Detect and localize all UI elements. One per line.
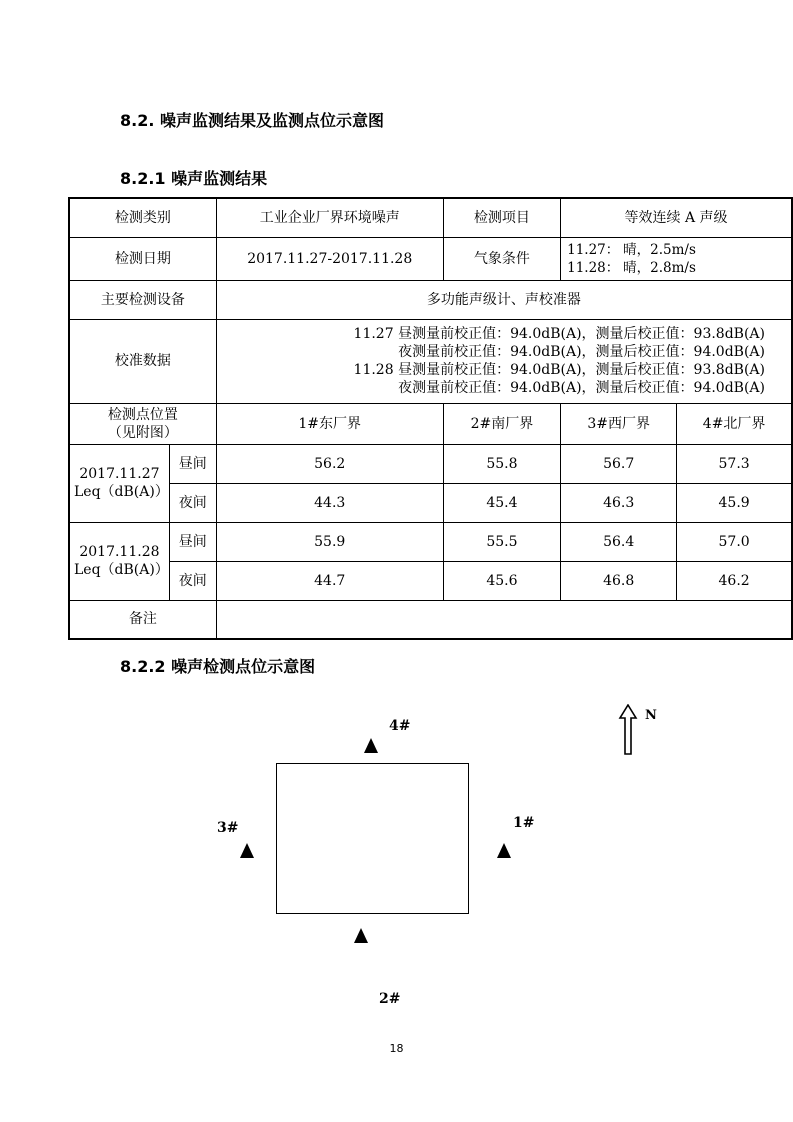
point-3-marker-icon bbox=[240, 843, 254, 858]
date-label: 检测日期 bbox=[69, 237, 216, 280]
calibration-data bbox=[216, 319, 792, 403]
calibration-line: 11.27 昼测量前校正值：94.0dB(A)，测量后校正值：93.8dB(A) bbox=[353, 326, 765, 342]
point-1-marker-icon bbox=[497, 843, 511, 858]
point-2-label: 2# bbox=[379, 991, 401, 1007]
value-cell: 45.6 bbox=[443, 561, 560, 600]
day-label: 2017.11.27 Leq（dB(A)） bbox=[69, 444, 169, 522]
value-cell: 57.0 bbox=[677, 522, 792, 561]
value-cell: 56.7 bbox=[561, 444, 677, 483]
equipment-label: 主要检测设备 bbox=[69, 280, 216, 319]
calibration-line: 夜测量前校正值：94.0dB(A)，测量后校正值：94.0dB(A) bbox=[398, 344, 765, 360]
period-label: 夜间 bbox=[169, 561, 216, 600]
location-label: 检测点位置 （见附图） bbox=[69, 403, 216, 444]
point-4-marker-icon bbox=[364, 738, 378, 753]
page-number: 18 bbox=[389, 1042, 404, 1055]
point-header: 4#北厂界 bbox=[677, 403, 792, 444]
diagram-heading: 8.2.2 噪声检测点位示意图 bbox=[120, 657, 316, 676]
point-4-label: 4# bbox=[389, 718, 411, 734]
north-label: N bbox=[645, 708, 657, 723]
site-boundary bbox=[276, 763, 469, 914]
value-cell: 44.7 bbox=[216, 561, 443, 600]
equipment-value: 多功能声级计、声校准器 bbox=[216, 280, 792, 319]
day-label: 2017.11.28 Leq（dB(A)） bbox=[69, 522, 169, 600]
remarks-value bbox=[216, 600, 792, 639]
north-arrow-icon bbox=[618, 704, 638, 756]
value-cell: 45.9 bbox=[677, 483, 792, 522]
value-cell: 55.9 bbox=[216, 522, 443, 561]
category-label: 检测类别 bbox=[69, 198, 216, 237]
value-cell: 57.3 bbox=[677, 444, 792, 483]
value-cell: 55.5 bbox=[443, 522, 560, 561]
point-1-label: 1# bbox=[513, 815, 535, 831]
point-2-marker-icon bbox=[354, 928, 368, 943]
point-header: 2#南厂界 bbox=[443, 403, 560, 444]
value-cell: 46.3 bbox=[561, 483, 677, 522]
value-cell: 44.3 bbox=[216, 483, 443, 522]
weather-label: 气象条件 bbox=[443, 237, 560, 280]
item-value: 等效连续 A 声级 bbox=[561, 198, 792, 237]
value-cell: 46.8 bbox=[561, 561, 677, 600]
weather-value: 11.27： 晴，2.5m/s 11.28： 晴，2.8m/s bbox=[561, 237, 792, 280]
period-label: 昼间 bbox=[169, 444, 216, 483]
noise-results-table bbox=[68, 197, 793, 640]
period-label: 昼间 bbox=[169, 522, 216, 561]
results-heading: 8.2.1 噪声监测结果 bbox=[120, 169, 268, 188]
value-cell: 56.2 bbox=[216, 444, 443, 483]
date-value: 2017.11.27-2017.11.28 bbox=[216, 237, 443, 280]
category-value: 工业企业厂界环境噪声 bbox=[216, 198, 443, 237]
point-header: 1#东厂界 bbox=[216, 403, 443, 444]
calibration-line: 11.28 昼测量前校正值：94.0dB(A)，测量后校正值：93.8dB(A) bbox=[353, 362, 765, 378]
value-cell: 46.2 bbox=[677, 561, 792, 600]
point-header: 3#西厂界 bbox=[561, 403, 677, 444]
period-label: 夜间 bbox=[169, 483, 216, 522]
value-cell: 55.8 bbox=[443, 444, 560, 483]
item-label: 检测项目 bbox=[443, 198, 560, 237]
calibration-label: 校准数据 bbox=[69, 319, 216, 403]
remarks-label: 备注 bbox=[69, 600, 216, 639]
calibration-line: 夜测量前校正值：94.0dB(A)，测量后校正值：94.0dB(A) bbox=[398, 380, 765, 396]
value-cell: 45.4 bbox=[443, 483, 560, 522]
point-3-label: 3# bbox=[217, 820, 239, 836]
value-cell: 56.4 bbox=[561, 522, 677, 561]
section-heading: 8.2. 噪声监测结果及监测点位示意图 bbox=[120, 111, 384, 130]
